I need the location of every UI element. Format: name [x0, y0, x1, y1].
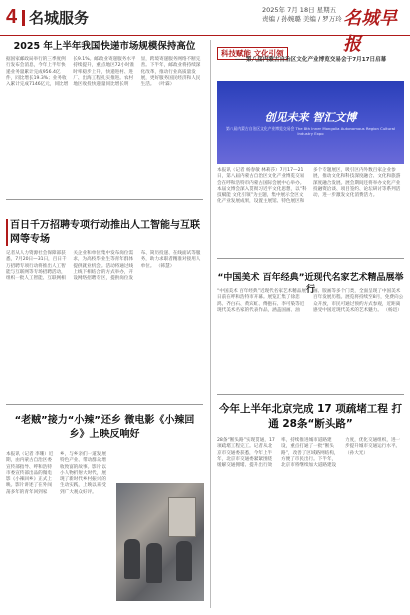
- article-6-text: 28条“断头路”实现贯通，17项疏堵工程完工。记者从北京市交通委获悉，今年上半年，北京市交通委紧紧围绕缓解交通拥堵、提升出行效率，持续推进城市道路建设，重点打通了一批“断头路”，改善了区域路网结构，方便了市民出行。下半年，北京市将继续加大道路建设力度，优化交通组织，进一步提升城市交通运行水平。: [217, 438, 401, 469]
- article-4-headline[interactable]: 科技赋能 文化引领: [217, 47, 288, 60]
- article-3-text: 本报讯（记者 李珊）近期，由内蒙古自治区委宣传部指导、呼和浩特市委宣传部出品的微电影《小辣回乡》正式上映。影片讲述了在外闯荡多年的青年回到家乡，与乡亲们一道发展特色产业、带动群众增收致富的故事。影片以小人物折射大时代，展现了新时代乡村振兴的生动实践，上映以来受到广大观众好评。: [6, 452, 106, 495]
- divider: [6, 199, 203, 200]
- article-1-signoff: （叶霖）: [155, 82, 175, 88]
- article-6-headline[interactable]: 今年上半年北京完成 17 项疏堵工程 打通 28条“断头路”: [218, 403, 403, 430]
- divider: [217, 258, 404, 259]
- article-5-signoff: （杨迅）: [383, 307, 402, 313]
- article-4-tag-row: [217, 41, 404, 58]
- masthead-editors: 责编 / 孙婉璐 美编 / 罗万玲: [262, 15, 342, 23]
- poster-title: 创见未来 智汇文博: [264, 111, 357, 124]
- divider: [6, 404, 203, 405]
- article-4-text: 本报讯（记者 杨春敏 林莉莎）7月17—21日，第八届内蒙古自治区文化产业博览交易会在呼和浩特市内蒙古国际会展中心举办。本届文博会深入贯彻习近平文化思想，以“科技赋能 文化引领”为主题，集中展示全区文化产业发展成果，设置主展馆、特色展区和多个专题展区，吸引区内外数百家企业参展，推动文化和科技深度融合、文化和旅游深度融合发展。展会期间还将举办文化产业投融资洽谈、项目签约、论坛研讨等系列活动，进一步激发文化消费活力。: [217, 168, 401, 205]
- article-2-headline[interactable]: 百日千万招聘专项行动推出人工智能与互联网等专场: [6, 219, 203, 246]
- person-figure-icon: [146, 543, 162, 583]
- article-6-signoff: （孙大光）: [345, 450, 368, 456]
- poster-subtitle: 第八届内蒙古自治区文化产业博览交易会 The 8th Inner Mongolia Autonomous Region Cultural Industry Expo: [225, 126, 396, 136]
- masthead-date: 2025年 7月 18日 星期五: [262, 6, 337, 14]
- newspaper-logo: 名城早报: [343, 8, 397, 55]
- article-5-body: [217, 289, 404, 389]
- divider: [217, 394, 404, 395]
- column-rule: [210, 40, 211, 608]
- section-title: 名城服务: [29, 9, 90, 27]
- article-1-body: [6, 57, 203, 195]
- person-figure-icon: [176, 541, 192, 581]
- expo-poster: [217, 81, 404, 164]
- article-1-text: 据国家邮政局举行的三季度例行发布会消息，今年上半年快递业务量累计完成956.4亿件，同比增长19.3%；业务收入累计完成7146亿元，同比增长9.1%。邮政业寄递服务水平持续提升，重点地区72小时准时率稳步上升，快递进村、进厂、出海工程扎实推进。农村地区收投快递量同比增长明显，跨境寄递服务网络不断完善。下半年，邮政业将持续深化改革，推动行业高质量发展，更好服务国民经济和人民生活。: [6, 57, 201, 88]
- event-photo: [116, 483, 204, 601]
- plaque-icon: [168, 497, 196, 537]
- article-3-headline[interactable]: “老贼”接力“小辣”还乡 微电影《小辣回乡》上映反响好: [14, 415, 195, 440]
- article-5-text: “中国美术 百年经典”近现代名家艺术精品展日前在呼和浩特市开幕。展览汇集了徐悲鸿、齐白石、黄宾虹、傅抱石、李可染等近现代美术名家的代表作品，涵盖国画、油画、版画等多个门类，全面呈现了中国美术百年发展历程。展览将持续至8月，免费向公众开放，市民可通过预约方式参观，近距离感受中国近现代美术的艺术魅力。: [217, 289, 404, 313]
- article-4-subtitle: ——第八届内蒙古自治区文化产业博览交易会于7月17日启幕: [234, 57, 387, 63]
- page-number: 4: [6, 6, 18, 28]
- article-2-text: 记者从人力资源社会保障部获悉，7月20日—31日，百日千万招聘专项行动将推出人工智能与互联网等专场招聘活动，组织一批人工智能、互联网相关企业和单位集中发布岗位需求，为高校毕业生等青年群体提供就业机会。活动将通过线上线下相结合的方式举办，开设网络招聘专区，提供岗位发布、简历投递、在线面试等服务，助力求职者精准对接用人单位。: [6, 251, 201, 282]
- masthead-info: [262, 6, 342, 24]
- article-2-signoff: （韩慧）: [155, 263, 175, 269]
- section-bar: [22, 10, 25, 26]
- article-1-headline[interactable]: 2025 年上半年我国快递市场规模保持高位: [13, 41, 196, 52]
- article-4-body: [217, 168, 404, 254]
- article-5-headline[interactable]: “中国美术 百年经典”近现代名家艺术精品展举行: [217, 273, 404, 295]
- person-figure-icon: [124, 539, 140, 579]
- article-2-body: [6, 251, 203, 401]
- article-6-body: [217, 438, 404, 605]
- article-3-body: [6, 452, 110, 607]
